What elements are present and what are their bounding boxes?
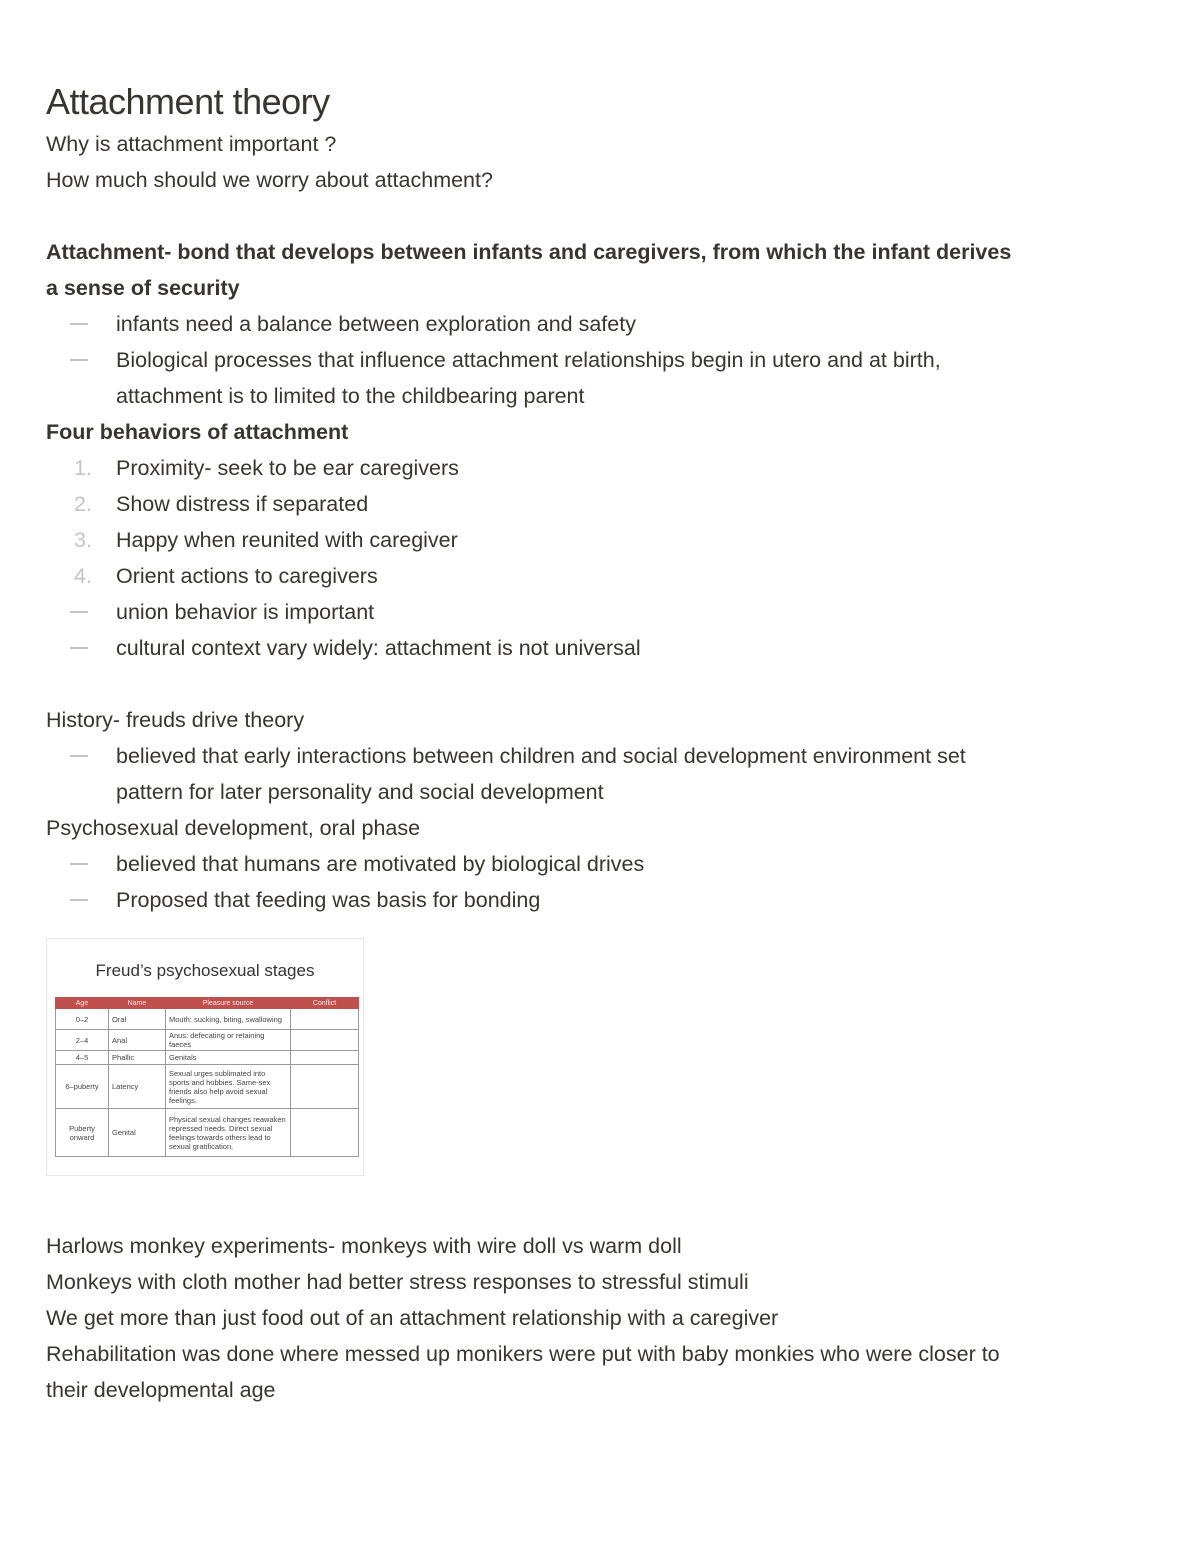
harlow-section — [46, 1228, 1156, 1408]
cell-age: Puberty onward — [56, 1109, 109, 1157]
freud-stages-image[interactable] — [46, 938, 364, 1176]
cell-name: Phallic — [109, 1051, 166, 1065]
cell-age: 4–5 — [56, 1051, 109, 1065]
bullet-dash — [70, 899, 88, 901]
numbered-item-text: Proximity- seek to be ear caregivers — [116, 456, 459, 480]
history-heading: History- freuds drive theory — [46, 708, 305, 732]
cell-source: Sexual urges sublimated into sports and hobbies. Same-sex friends also help avoid sexual feelings. — [166, 1065, 291, 1109]
cell-age: 6–puberty — [56, 1065, 109, 1109]
list-item-text: infants need a balance between exploration and safety — [116, 312, 636, 336]
bullet-dash — [70, 647, 88, 649]
numbered-item-text: Show distress if separated — [116, 492, 369, 516]
bullet-dash — [70, 359, 88, 361]
cell-conflict — [291, 1109, 359, 1157]
list-item-text-line-2: pattern for later personality and social development — [116, 780, 604, 804]
list-item — [46, 594, 1156, 630]
note-page — [46, 78, 1156, 1408]
numbered-item-text: Orient actions to caregivers — [116, 564, 378, 588]
cell-source: Mouth: sucking, biting, swallowing — [166, 1009, 291, 1030]
cell-conflict — [291, 1030, 359, 1051]
rehab-line-2: their developmental age — [46, 1378, 276, 1402]
intro-question-2: How much should we worry about attachment? — [46, 168, 493, 192]
table-row — [56, 1109, 359, 1157]
cell-name: Anal — [109, 1030, 166, 1051]
list-item-text: believed that humans are motivated by biological drives — [116, 852, 645, 876]
bullet-dash — [70, 863, 88, 865]
cell-name: Latency — [109, 1065, 166, 1109]
numbered-item — [46, 522, 1156, 558]
item-number: 4. — [74, 564, 92, 588]
cell-conflict — [291, 1051, 359, 1065]
list-item-text-line-1: believed that early interactions between children and social development environment set — [116, 744, 966, 768]
bullet-dash — [70, 755, 88, 757]
cell-source: Anus: defecating or retaining faeces — [166, 1030, 291, 1051]
list-item-text-line-2: attachment is to limited to the childbearing parent — [116, 384, 585, 408]
list-item — [46, 846, 1156, 882]
list-item-text: union behavior is important — [116, 600, 375, 624]
cell-name: Genital — [109, 1109, 166, 1157]
list-item — [46, 630, 1156, 666]
psychosexual-heading: Psychosexual development, oral phase — [46, 816, 421, 840]
spacer — [46, 666, 1156, 702]
header-age: Age — [56, 998, 109, 1009]
harlow-line-2: Monkeys with cloth mother had better stress responses to stressful stimuli — [46, 1270, 749, 1294]
cell-age: 2–4 — [56, 1030, 109, 1051]
cell-source: Physical sexual changes reawaken repressed needs. Direct sexual feelings towards others lead to sexual gratification. — [166, 1109, 291, 1157]
list-item — [46, 882, 1156, 918]
table-row — [56, 1051, 359, 1065]
behaviors-heading: Four behaviors of attachment — [46, 420, 349, 444]
numbered-item — [46, 558, 1156, 594]
figure-title: Freud’s psychosexual stages — [95, 961, 315, 980]
page-title: Attachment theory — [46, 81, 330, 122]
list-item-text-line-1: Biological processes that influence attachment relationships begin in utero and at birth, — [116, 348, 941, 372]
harlow-line-3: We get more than just food out of an attachment relationship with a caregiver — [46, 1306, 779, 1330]
list-item — [46, 738, 1156, 810]
list-item — [46, 342, 1156, 414]
harlow-line-1: Harlows monkey experiments- monkeys with wire doll vs warm doll — [46, 1234, 682, 1258]
item-number: 1. — [74, 456, 92, 480]
rehab-line-1: Rehabilitation was done where messed up monikers were put with baby monkies who were closer to — [46, 1342, 1000, 1366]
list-item-text: cultural context vary widely: attachment is not universal — [116, 636, 641, 660]
intro-question-1: Why is attachment important ? — [46, 132, 337, 156]
numbered-item — [46, 450, 1156, 486]
numbered-item — [46, 486, 1156, 522]
stages-table — [55, 997, 359, 1157]
numbered-item-text: Happy when reunited with caregiver — [116, 528, 458, 552]
list-item — [46, 306, 1156, 342]
cell-conflict — [291, 1065, 359, 1109]
bullet-dash — [70, 323, 88, 325]
spacer — [46, 198, 1156, 234]
definition-line-1: Attachment- bond that develops between infants and caregivers, from which the infant derives — [46, 240, 1012, 264]
list-item-text: Proposed that feeding was basis for bonding — [116, 888, 541, 912]
header-pleasure-source: Pleasure source — [166, 998, 291, 1009]
cell-source: Genitals — [166, 1051, 291, 1065]
table-row — [56, 1030, 359, 1051]
header-conflict: Conflict — [291, 998, 359, 1009]
cell-conflict — [291, 1009, 359, 1030]
header-name: Name — [109, 998, 166, 1009]
cell-age: 0–2 — [56, 1009, 109, 1030]
cell-name: Oral — [109, 1009, 166, 1030]
table-row — [56, 1009, 359, 1030]
definition-line-2: a sense of security — [46, 276, 240, 300]
table-row — [56, 1065, 359, 1109]
table-header-row — [56, 998, 359, 1009]
item-number: 2. — [74, 492, 92, 516]
item-number: 3. — [74, 528, 92, 552]
bullet-dash — [70, 611, 88, 613]
